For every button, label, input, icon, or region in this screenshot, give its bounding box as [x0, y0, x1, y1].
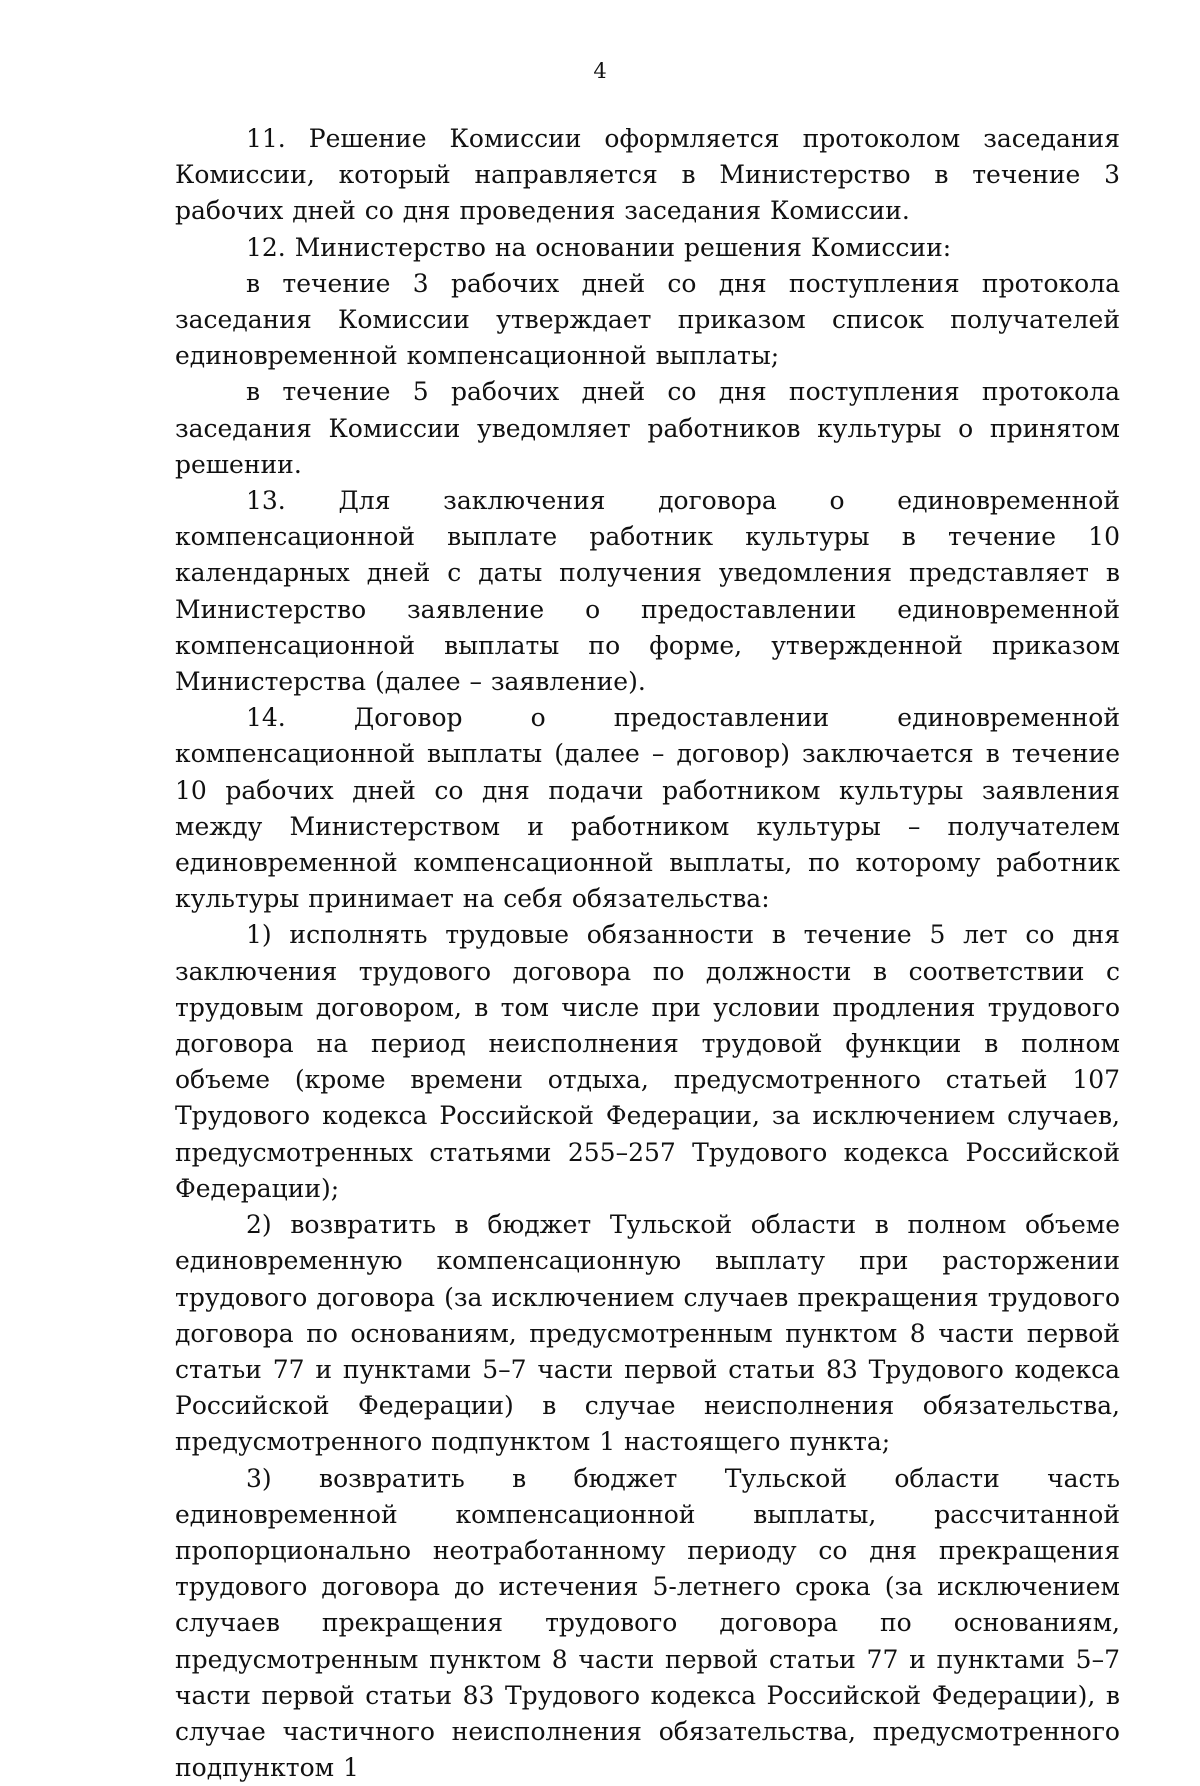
paragraph-14-item-2: 2) возвратить в бюджет Тульской области в полном объеме единовременную компенсационную выплату при расторжении трудового договора (за исключением случаев прекращения трудового договора по основаниям, предусмотренным пунктом 8 части первой статьи 77 и пунктами 5–7 части первой статьи 83 Трудового кодекса Российской Федерации) в случае неисполнения обязательства, предусмотренного подпунктом 1 настоящего пункта;	[175, 1210, 1120, 1457]
paragraph-14-item-1: 1) исполнять трудовые обязанности в течение 5 лет со дня заключения трудового договора по должности в соответствии с трудовым договором, в том числе при условии продления трудового договора на период неисполнения трудовой функции в полном объеме (кроме времени отдыха, предусмотренного статьей 107 Трудового кодекса Российской Федерации, за исключением случаев, предусмотренных статьями 255–257 Трудового кодекса Российской Федерации);	[175, 920, 1120, 1203]
paragraph-14: 14. Договор о предоставлении единовременной компенсационной выплаты (далее – договор) заключается в течение 10 рабочих дней со дня подачи работником культуры заявления между Министерством и работником культуры – получателем единовременной компенсационной выплаты, по которому работник культуры принимает на себя обязательства:	[175, 703, 1120, 914]
document-body	[175, 121, 1120, 1786]
paragraph-11: 11. Решение Комиссии оформляется протоколом заседания Комиссии, который направляется в Министерство в течение 3 рабочих дней со дня проведения заседания Комиссии.	[175, 124, 1120, 226]
page-number: 4	[593, 59, 607, 83]
paragraph-14-item-3: 3) возвратить в бюджет Тульской области часть единовременной компенсационной выплаты, рассчитанной пропорционально неотработанному периоду со дня прекращения трудового договора до истечения 5-летнего срока (за исключением случаев прекращения трудового договора по основаниям, предусмотренным пунктом 8 части первой статьи 77 и пунктами 5–7 части первой статьи 83 Трудового кодекса Российской Федерации), в случае частичного неисполнения обязательства, предусмотренного подпунктом 1	[175, 1463, 1120, 1783]
paragraph-12-item-1: в течение 3 рабочих дней со дня поступления протокола заседания Комиссии утверждает приказом список получателей единовременной компенсационной выплаты;	[175, 268, 1120, 371]
paragraph-12-item-2: в течение 5 рабочих дней со дня поступления протокола заседания Комиссии уведомляет работников культуры о принятом решении.	[175, 377, 1120, 479]
paragraph-12: 12. Министерство на основании решения Комиссии:	[246, 232, 952, 262]
paragraph-13: 13. Для заключения договора о единовременной компенсационной выплате работник культуры в течение 10 календарных дней с даты получения уведомления представляет в Министерство заявление о предоставлении единовременной компенсационной выплаты по форме, утвержденной приказом Министерства (далее – заявление).	[175, 486, 1120, 697]
